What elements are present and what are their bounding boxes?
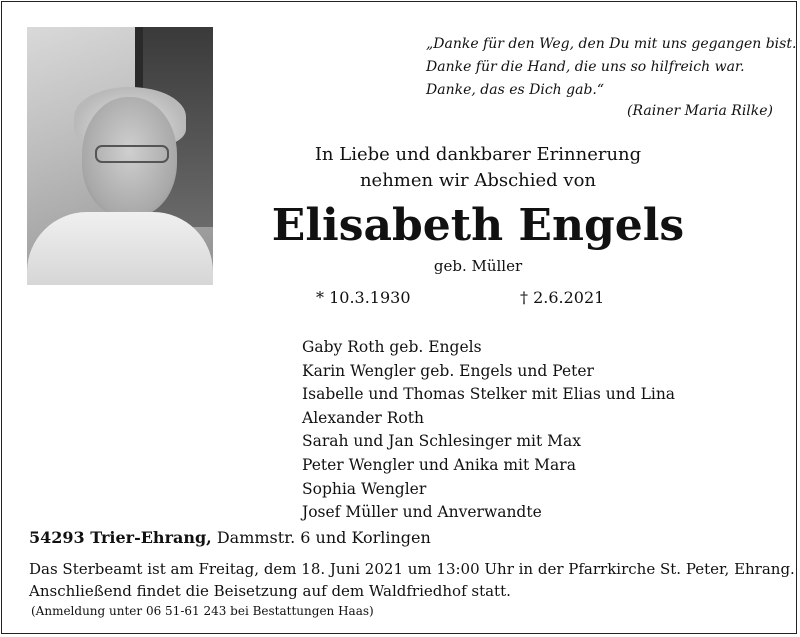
- address-street: Dammstr. 6 und Korlingen: [216, 528, 431, 547]
- intro-text: [233, 142, 723, 194]
- intro-line: In Liebe und dankbarer Erinnerung: [314, 144, 642, 165]
- address: [29, 528, 431, 547]
- service-line: Anschließend findet die Beisetzung auf dem Waldfriedhof statt.: [29, 582, 511, 600]
- birth-date: * 10.3.1930: [316, 288, 411, 307]
- photo-glasses: [95, 145, 169, 163]
- address-city: 54293 Trier-Ehrang,: [29, 528, 212, 547]
- family-member: Peter Wengler und Anika mit Mara: [302, 455, 576, 474]
- family-member: Sophia Wengler: [302, 479, 427, 498]
- death-date: † 2.6.2021: [520, 288, 605, 307]
- quote-line: „Danke für den Weg, den Du mit uns gegangen bist.: [426, 36, 797, 52]
- family-member: Isabelle und Thomas Stelker mit Elias und Lina: [302, 385, 676, 404]
- intro-line: nehmen wir Abschied von: [359, 170, 597, 191]
- portrait-photo: [27, 27, 213, 285]
- family-member: Josef Müller und Anverwandte: [302, 503, 542, 522]
- memorial-quote: [426, 33, 796, 102]
- service-info: [29, 558, 795, 602]
- service-line: Das Sterbeamt ist am Freitag, dem 18. Juni 2021 um 13:00 Uhr in der Pfarrkirche St. Peter, Ehrang.: [29, 560, 795, 578]
- family-list: [302, 336, 675, 525]
- family-member: Karin Wengler geb. Engels und Peter: [302, 361, 594, 380]
- maiden-name: geb. Müller: [433, 257, 523, 275]
- family-member: Sarah und Jan Schlesinger mit Max: [302, 432, 581, 451]
- quote-author: (Rainer Maria Rilke): [627, 103, 773, 119]
- quote-line: Danke, das es Dich gab.“: [426, 82, 605, 98]
- family-member: Alexander Roth: [302, 408, 424, 427]
- family-member: Gaby Roth geb. Engels: [302, 338, 482, 356]
- deceased-name: Elisabeth Engels: [271, 200, 685, 251]
- registration-note: (Anmeldung unter 06 51-61 243 bei Bestattungen Haas): [31, 604, 374, 618]
- photo-shoulders: [27, 212, 213, 285]
- quote-line: Danke für die Hand, die uns so hilfreich war.: [426, 59, 745, 75]
